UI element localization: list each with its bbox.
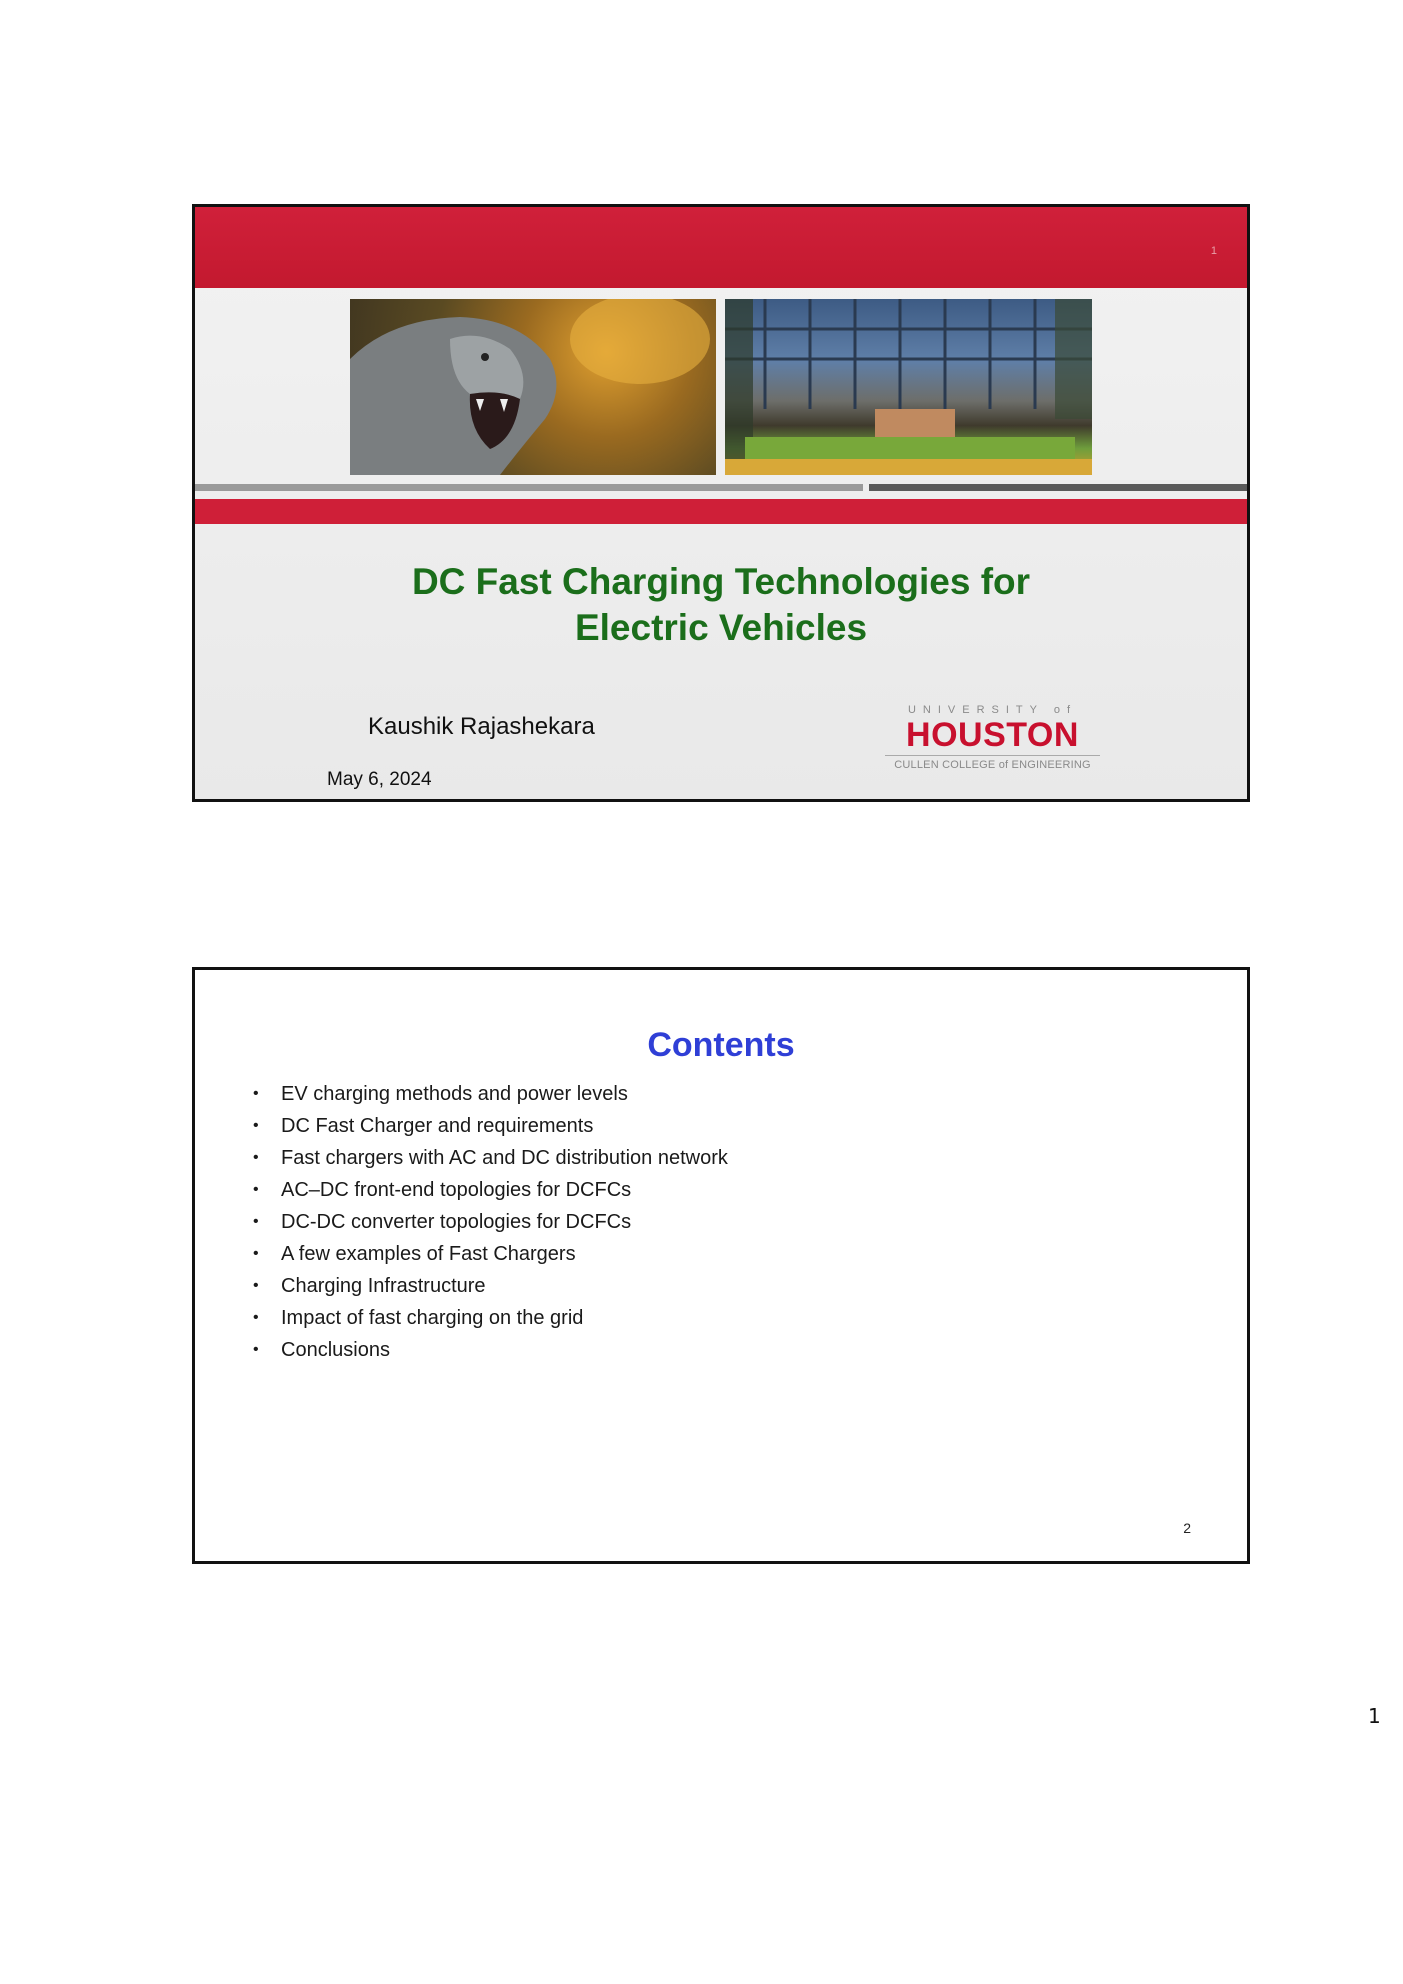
bullet-icon: •: [253, 1245, 259, 1262]
engineering-building-photo: [725, 299, 1092, 475]
contents-list: [253, 1078, 728, 1366]
list-item-text: EV charging methods and power levels: [281, 1083, 628, 1105]
cougar-statue-photo: [350, 299, 716, 475]
bullet-icon: •: [253, 1085, 259, 1102]
list-item: [253, 1142, 728, 1174]
list-item: [253, 1206, 728, 1238]
bullet-icon: •: [253, 1277, 259, 1294]
list-item-text: Charging Infrastructure: [281, 1275, 486, 1297]
bullet-icon: •: [253, 1309, 259, 1326]
bullet-icon: •: [253, 1149, 259, 1166]
divider-stripe: [869, 484, 1250, 491]
list-item: [253, 1110, 728, 1142]
list-item-text: DC Fast Charger and requirements: [281, 1115, 594, 1137]
list-item-text: AC–DC front-end topologies for DCFCs: [281, 1179, 632, 1201]
list-item: [253, 1334, 728, 1366]
bullet-icon: •: [253, 1341, 259, 1358]
list-item: [253, 1078, 728, 1110]
list-item-text: Conclusions: [281, 1339, 390, 1361]
bullet-icon: •: [253, 1117, 259, 1134]
author-name: Kaushik Rajashekara: [368, 713, 595, 740]
title-line-1: DC Fast Charging Technologies for: [411, 561, 1031, 602]
list-item: [253, 1174, 728, 1206]
red-band: [195, 499, 1247, 524]
slide-number: 1: [1210, 245, 1217, 257]
university-of-houston-logo: [885, 704, 1100, 771]
list-item-text: A few examples of Fast Chargers: [281, 1243, 576, 1265]
contents-title: Contents: [647, 1026, 795, 1064]
list-item: [253, 1302, 728, 1334]
divider-stripe: [195, 484, 863, 491]
logo-houston-text: HOUSTON: [906, 716, 1079, 754]
bullet-icon: •: [253, 1181, 259, 1198]
presentation-title: [195, 559, 1247, 651]
title-line-2: Electric Vehicles: [574, 607, 868, 648]
slide-number: 2: [1183, 1520, 1191, 1536]
logo-rule: [885, 755, 1100, 756]
header-red-band: [195, 207, 1247, 288]
contents-slide: [192, 967, 1250, 1564]
list-item: [253, 1270, 728, 1302]
list-item: [253, 1238, 728, 1270]
logo-university-text: UNIVERSITY of: [907, 704, 1078, 716]
presentation-date: May 6, 2024: [327, 769, 432, 790]
page-number: 1: [1368, 1704, 1381, 1728]
title-slide: [192, 204, 1250, 802]
list-item-text: Fast chargers with AC and DC distribution network: [281, 1147, 728, 1169]
list-item-text: DC-DC converter topologies for DCFCs: [281, 1211, 632, 1233]
list-item-text: Impact of fast charging on the grid: [281, 1307, 584, 1329]
bullet-icon: •: [253, 1213, 259, 1230]
logo-college-text: CULLEN COLLEGE of ENGINEERING: [894, 759, 1091, 771]
